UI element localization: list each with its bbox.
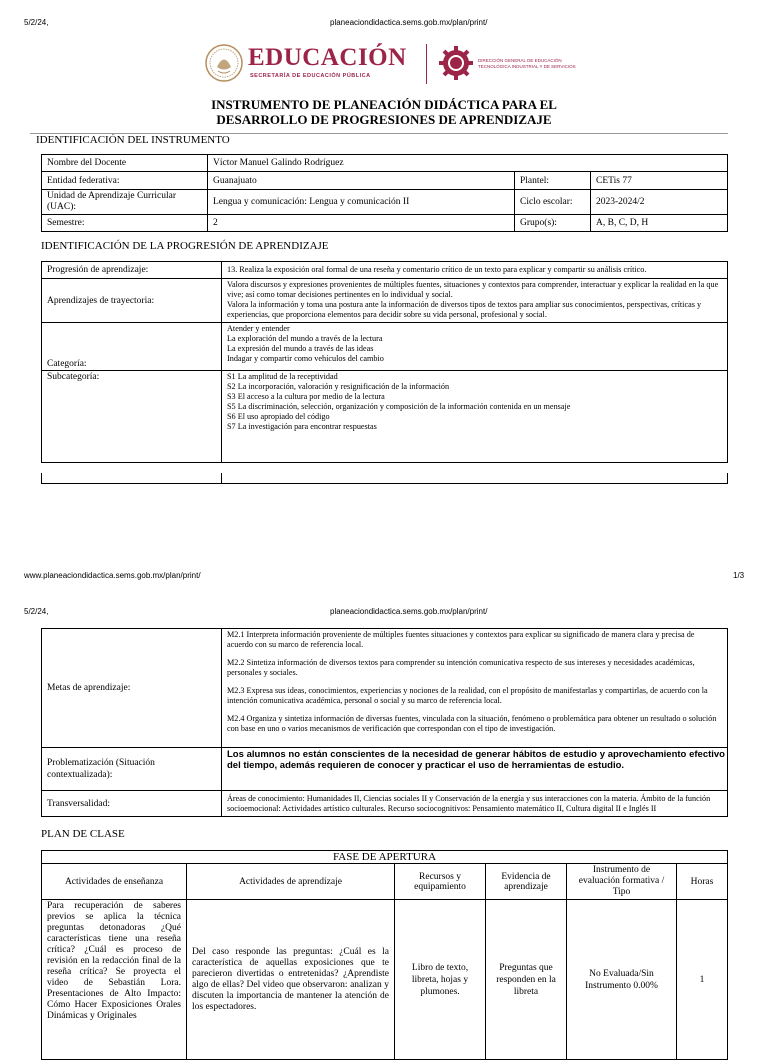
col-recursos: Recursos y equipamiento bbox=[395, 864, 486, 900]
subcategoria-line: S1 La amplitud de la receptividad bbox=[227, 372, 338, 381]
plantel-label: Plantel: bbox=[515, 172, 591, 190]
table-edge bbox=[41, 483, 728, 484]
table-edge bbox=[221, 473, 222, 483]
subcategoria-line: S6 El uso apropiado del código bbox=[227, 412, 330, 421]
ciclo-value: 2023-2024/2 bbox=[591, 190, 728, 215]
entidad-label: Entidad federativa: bbox=[42, 172, 208, 190]
categoria-line: La exploración del mundo a través de la lectura bbox=[227, 334, 383, 343]
categoria-line: Indagar y compartir como vehículos del cambio bbox=[227, 354, 384, 363]
grupos-label: Grupo(s): bbox=[515, 215, 591, 232]
subcategoria-line: S3 El acceso a la cultura por medio de la lectura bbox=[227, 392, 385, 401]
section-identificacion-title: IDENTIFICACIÓN DEL INSTRUMENTO bbox=[36, 134, 230, 146]
logo-divider bbox=[426, 44, 427, 84]
table-edge bbox=[41, 473, 42, 483]
progresion-label: Progresión de aprendizaje: bbox=[42, 262, 222, 279]
entidad-value: Guanajuato bbox=[208, 172, 515, 190]
problematizacion-label: Problematización (Situación contextualizada): bbox=[42, 748, 222, 791]
plan-title: PLAN DE CLASE bbox=[41, 828, 125, 840]
metas-label: Metas de aprendizaje: bbox=[42, 629, 222, 748]
progresion-value: 13. Realiza la exposición oral formal de una reseña y comentario crítico de un texto para explicar y compartir su análisis crítico. bbox=[222, 262, 728, 279]
plan-ensenanza: Para recuperación de saberes previos se aplica la técnica preguntas detonadoras ¿Qué características tiene una reseña crítica? ¿Cuál es proceso de revisión en la redacción final de la reseña crítica? Se proyecta el video de Sebastián Lora. Presentaciones de Alto Impacto: Cómo Hacer Exposiciones Orales Dinámicas y Originales bbox=[42, 900, 187, 1060]
plan-evidencia: Preguntas que responden en la libreta bbox=[486, 900, 567, 1060]
uac-value: Lengua y comunicación: Lengua y comunicación II bbox=[208, 190, 515, 215]
col-horas: Horas bbox=[677, 864, 728, 900]
educacion-logo-subtitle: SECRETARÍA DE EDUCACIÓN PÚBLICA bbox=[250, 73, 371, 79]
header-url[interactable]: planeaciondidactica.sems.gob.mx/plan/print/ bbox=[330, 607, 488, 616]
fase-title: FASE DE APERTURA bbox=[42, 851, 728, 864]
semestre-label: Semestre: bbox=[42, 215, 208, 232]
categoria-label: Categoría: bbox=[42, 323, 222, 371]
dgeti-logo-text: DIRECCIÓN GENERAL DE EDUCACIÓN TECNOLÓGICA INDUSTRIAL Y DE SERVICIOS bbox=[478, 58, 576, 69]
mexico-seal-icon bbox=[204, 42, 244, 84]
header-date: 5/2/24, bbox=[24, 607, 49, 616]
plantel-value: CETis 77 bbox=[591, 172, 728, 190]
col-instrumento: Instrumento de evaluación formativa / Tipo bbox=[567, 864, 677, 900]
trayectoria-label: Aprendizajes de trayectoria: bbox=[42, 279, 222, 323]
semestre-value: 2 bbox=[208, 215, 515, 232]
document-title bbox=[0, 97, 768, 127]
docente-value: Víctor Manuel Galindo Rodríguez bbox=[208, 155, 728, 172]
col-ensenanza: Actividades de enseñanza bbox=[42, 864, 187, 900]
problematizacion-value: Los alumnos no están conscientes de la necesidad de generar hábitos de estudio y aprovechamiento efectivo del tiempo, además requieren de conocer y practicar el uso de herramientas de estudio. bbox=[227, 749, 725, 771]
trayectoria-line: Valora discursos y expresiones provenientes de múltiples fuentes, situaciones y contextos para comprender, interactuar y explicar la realidad en la que vive; así como tomar decisiones pertinentes en lo individual y social. bbox=[227, 280, 719, 299]
plan-aprendizaje: Del caso responde las preguntas: ¿Cuál es la característica de aquellas exposiciones que te parecieron divertidas o entretenidas? ¿Aprendiste algo de ellas? Del video que observaron: analizan y discuten la importancia de mantener la atención de los espectadores. bbox=[187, 900, 395, 1060]
dgeti-gear-icon bbox=[438, 45, 474, 81]
meta-item: M2.4 Organiza y sintetiza información de diversas fuentes, vinculada con la situación, fenómeno o problemática para obtener un resultado o solución con base en uno o varios mecanismos de verificación que correspondan con el tipo de investigación. bbox=[227, 714, 717, 733]
subcategoria-line: S7 La investigación para encontrar respuestas bbox=[227, 422, 377, 431]
col-aprendizaje: Actividades de aprendizaje bbox=[187, 864, 395, 900]
trayectoria-line: Valora la información y toma una postura ante la información de diversos tipos de textos para ampliar sus conocimientos, perspectivas, críticas y experiencias, que proporciona elementos para decidir sobre su vida personal, profesional y social. bbox=[227, 300, 702, 319]
plan-instrumento: No Evaluada/Sin Instrumento 0.00% bbox=[567, 900, 677, 1060]
col-evidencia: Evidencia de aprendizaje bbox=[486, 864, 567, 900]
footer-url[interactable]: www.planeaciondidactica.sems.gob.mx/plan/print/ bbox=[24, 571, 201, 580]
plan-horas: 1 bbox=[677, 900, 728, 1060]
header-date: 5/2/24, bbox=[24, 18, 49, 27]
subcategoria-line: S5 La discriminación, selección, organización y composición de la información contenida en un mensaje bbox=[227, 402, 571, 411]
section-progresion-title: IDENTIFICACIÓN DE LA PROGRESIÓN DE APRENDIZAJE bbox=[41, 240, 329, 252]
categoria-line: Atender y entender bbox=[227, 324, 290, 333]
docente-label: Nombre del Docente bbox=[42, 155, 208, 172]
educacion-logo-title: EDUCACIÓN bbox=[248, 44, 407, 71]
subcategoria-label: Subcategoría: bbox=[42, 371, 222, 463]
subcategoria-line: S2 La incorporación, valoración y resignificación de la información bbox=[227, 382, 450, 391]
header-url[interactable]: planeaciondidactica.sems.gob.mx/plan/print/ bbox=[330, 18, 488, 27]
meta-item: M2.3 Expresa sus ideas, conocimientos, experiencias y nociones de la realidad, con el propósito de manifestarlas y compartirlas, de acuerdo con la intención comunicativa académica, personal o social y su marco de referencia local. bbox=[227, 686, 708, 705]
footer-page-number: 1/3 bbox=[733, 571, 745, 580]
plan-table bbox=[41, 850, 728, 1060]
progresion-table bbox=[41, 261, 728, 463]
categoria-line: La expresión del mundo a través de las ideas bbox=[227, 344, 374, 353]
plan-recursos: Libro de texto, libreta, hojas y plumones. bbox=[395, 900, 486, 1060]
table-edge bbox=[727, 473, 728, 483]
uac-label: Unidad de Aprendizaje Curricular (UAC): bbox=[42, 190, 208, 215]
title-line-2: DESARROLLO DE PROGRESIONES DE APRENDIZAJE bbox=[216, 112, 552, 127]
divider bbox=[30, 133, 728, 134]
transversalidad-value: Áreas de conocimiento: Humanidades II, Ciencias sociales II y Conservación de la energía y sus interacciones con la materia. Ámbito de la función socioemocional: Actividades artístico culturales. Recurso sociocognitivos: Pensamiento matemático II, Cultura digital II e Inglés II bbox=[222, 791, 728, 817]
identification-table bbox=[41, 154, 728, 232]
metas-table bbox=[41, 628, 728, 817]
meta-item: M2.1 Interpreta información proveniente de múltiples fuentes situaciones y contextos para explicar su significado de manera clara y precisa de acuerdo con su marco de referencia local. bbox=[227, 630, 695, 649]
ciclo-label: Ciclo escolar: bbox=[515, 190, 591, 215]
meta-item: M2.2 Sintetiza información de diversos textos para comprender su intención comunicativa respecto de sus intereses y necesidades académicas, personales y sociales. bbox=[227, 658, 695, 677]
title-line-1: INSTRUMENTO DE PLANEACIÓN DIDÁCTICA PARA EL bbox=[211, 97, 557, 112]
grupos-value: A, B, C, D, H bbox=[591, 215, 728, 232]
transversalidad-label: Transversalidad: bbox=[42, 791, 222, 817]
